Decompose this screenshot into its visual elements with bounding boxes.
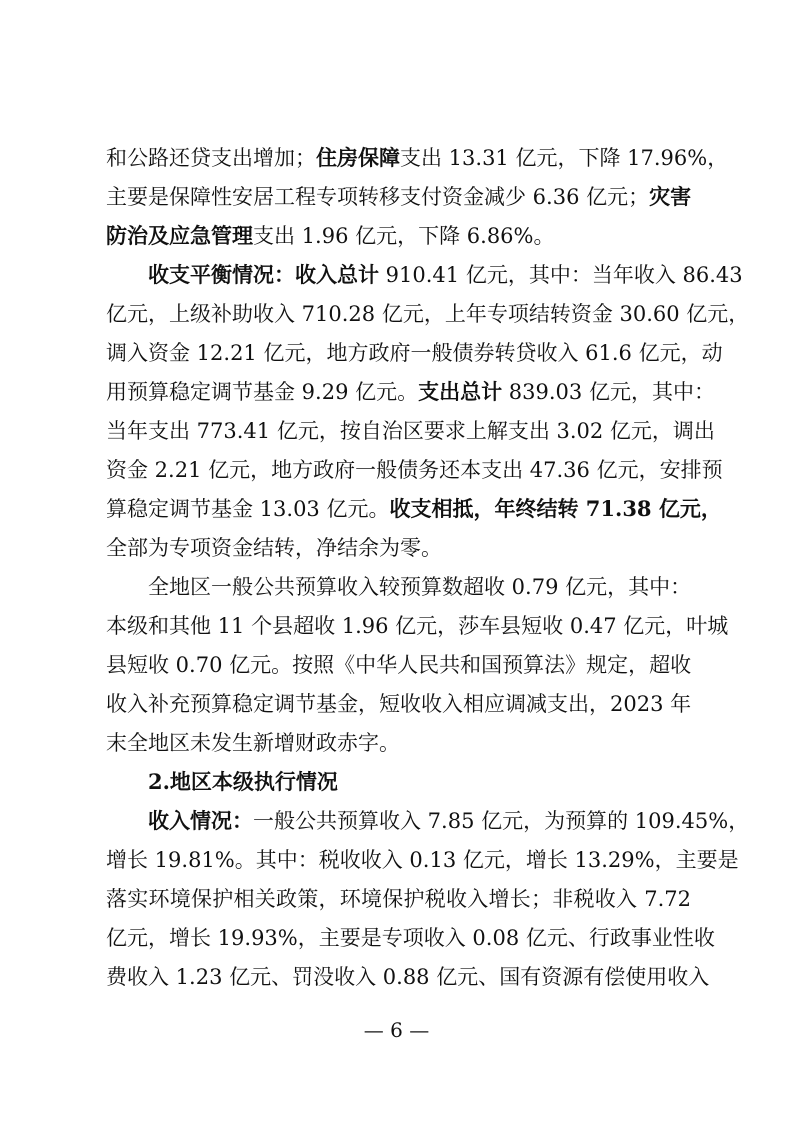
text-run: 当年支出 773.41 亿元，按自治区要求上解支出 3.02 亿元，调出 <box>106 419 715 443</box>
text-line <box>106 143 729 173</box>
section-heading <box>148 767 691 797</box>
text-line <box>106 689 691 719</box>
text-line <box>106 728 691 758</box>
text-line <box>148 572 691 602</box>
text-run: 910.41 亿元，其中：当年收入 86.43 <box>379 263 743 287</box>
section-heading-text: 2.地区本级执行情况 <box>148 769 338 794</box>
text-run-bold: 防治及应急管理 <box>106 223 253 248</box>
text-line <box>106 923 715 953</box>
text-run: 全地区一般公共预算收入较预算数超收 0.79 亿元，其中： <box>148 575 692 599</box>
text-run: 支出 1.96 亿元，下降 6.86%。 <box>253 224 555 248</box>
text-run: 用预算稳定调节基金 9.29 亿元。 <box>106 380 419 404</box>
text-run: 和公路还贷支出增加； <box>106 146 316 170</box>
text-line <box>106 962 710 992</box>
text-run-bold: 收支平衡情况：收入总计 <box>148 262 379 287</box>
text-run: 支出 13.31 亿元，下降 17.96%， <box>400 146 729 170</box>
text-run: 县短收 0.70 亿元。按照《中华人民共和国预算法》规定，超收 <box>106 653 692 677</box>
text-run-bold: 支出总计 <box>418 379 503 404</box>
text-run: 增长 19.81%。其中：税收收入 0.13 亿元，增长 13.29%，主要是 <box>106 848 739 872</box>
text-run-bold: 灾害 <box>649 184 692 209</box>
text-line <box>106 494 722 524</box>
text-run: 费收入 1.23 亿元、罚没收入 0.88 亿元、国有资源有偿使用收入 <box>106 965 710 989</box>
text-run: 调入资金 12.21 亿元，地方政府一般债券转贷收入 61.6 亿元，动 <box>106 341 723 365</box>
text-line <box>106 650 691 680</box>
text-run: 亿元，上级补助收入 710.28 亿元，上年专项结转资金 30.60 亿元， <box>106 302 750 326</box>
text-run: 落实环境保护相关政策，环境保护税收入增长；非税收入 7.72 <box>106 887 691 911</box>
text-line <box>106 182 691 212</box>
text-line <box>148 260 743 290</box>
text-run: 末全地区未发生新增财政赤字。 <box>106 731 400 755</box>
text-line <box>106 533 691 563</box>
text-run-bold: 收入情况： <box>148 808 253 833</box>
text-line <box>148 806 750 836</box>
text-run: 资金 2.21 亿元，地方政府一般债务还本支出 47.36 亿元，安排预 <box>106 458 723 482</box>
text-line <box>106 338 723 368</box>
text-line <box>106 416 715 446</box>
text-run: 839.03 亿元，其中： <box>502 380 715 404</box>
text-run: 全部为专项资金结转，净结余为零。 <box>106 536 442 560</box>
text-run: 亿元，增长 19.93%，主要是专项收入 0.08 亿元、行政事业性收 <box>106 926 715 950</box>
text-line <box>106 884 691 914</box>
text-run: 算稳定调节基金 13.03 亿元。 <box>106 497 390 521</box>
text-run: 收入补充预算稳定调节基金，短收收入相应调减支出，2023 年 <box>106 692 692 716</box>
page-number: — 6 — <box>363 1018 430 1042</box>
text-line <box>106 611 729 641</box>
text-run-bold: 住房保障 <box>316 145 400 170</box>
text-line <box>106 377 715 407</box>
text-line <box>106 455 723 485</box>
text-line <box>106 221 691 251</box>
text-run: 本级和其他 11 个县超收 1.96 亿元，莎车县短收 0.47 亿元，叶城 <box>106 614 729 638</box>
text-line <box>106 845 739 875</box>
text-run: 一般公共预算收入 7.85 亿元，为预算的 109.45%， <box>253 809 750 833</box>
text-line <box>106 299 750 329</box>
text-run-bold: 收支相抵，年终结转 71.38 亿元， <box>389 496 722 521</box>
text-run: 主要是保障性安居工程专项转移支付资金减少 6.36 亿元； <box>106 185 650 209</box>
